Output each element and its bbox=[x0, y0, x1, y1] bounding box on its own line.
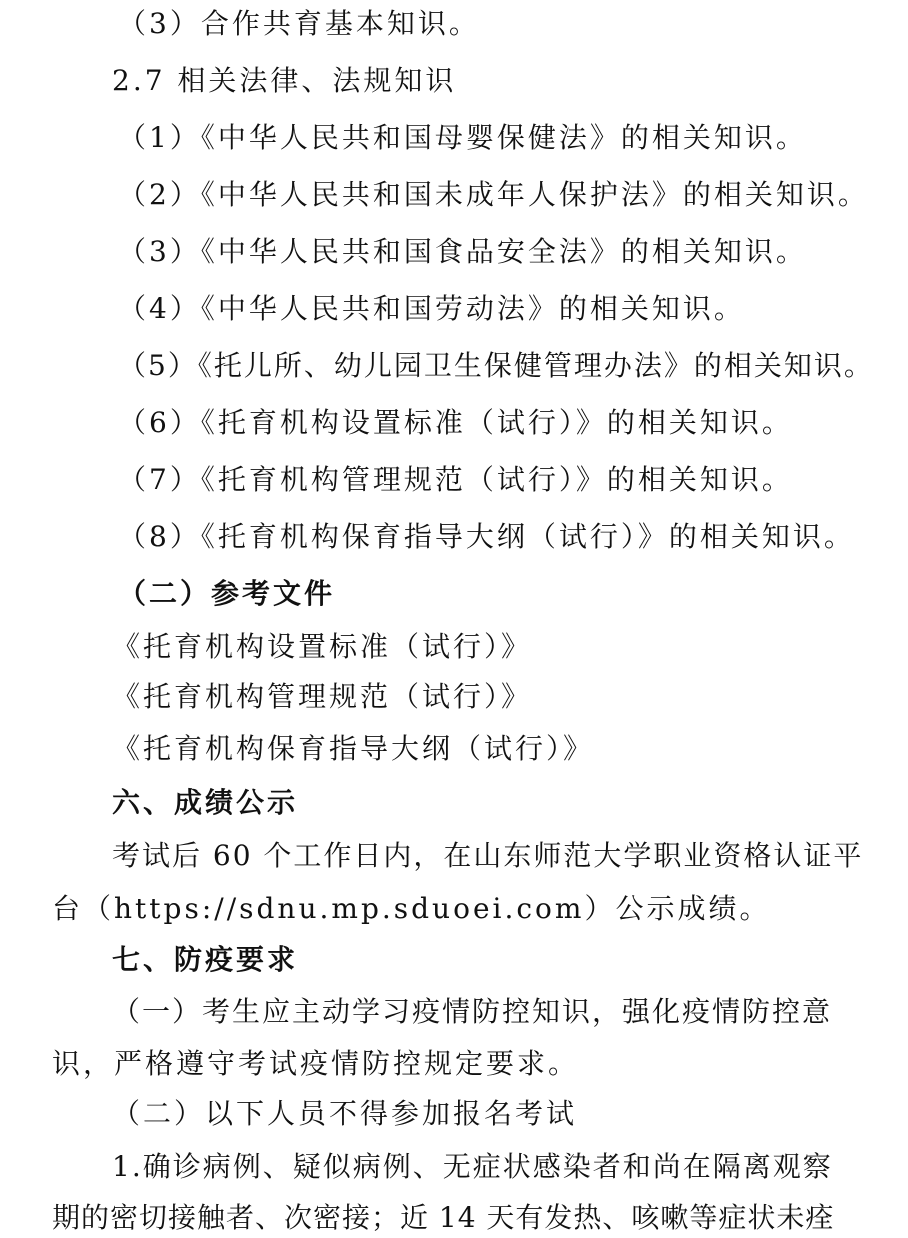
reference-file-2: 《托育机构管理规范（试行）》 bbox=[112, 680, 533, 713]
score-publication-text-line2: 台（https://sdnu.mp.sduoei.com）公示成绩。 bbox=[52, 892, 771, 925]
excluded-persons-item-1-line2: 期的密切接触者、次密接；近 14 天有发热、咳嗽等症状未痊 bbox=[52, 1201, 835, 1234]
law-item-3: （3）《中华人民共和国食品安全法》的相关知识。 bbox=[118, 235, 807, 268]
law-item-7: （7）《托育机构管理规范（试行）》的相关知识。 bbox=[118, 463, 793, 496]
reference-file-3: 《托育机构保育指导大纲（试行）》 bbox=[112, 732, 595, 765]
law-item-1: （1）《中华人民共和国母婴保健法》的相关知识。 bbox=[118, 121, 807, 154]
score-publication-text-line1: 考试后 60 个工作日内，在山东师范大学职业资格认证平 bbox=[112, 839, 864, 872]
law-item-6: （6）《托育机构设置标准（试行）》的相关知识。 bbox=[118, 406, 793, 439]
epidemic-requirement-2-heading: （二）以下人员不得参加报名考试 bbox=[112, 1097, 578, 1130]
excluded-persons-item-1-line1: 1.确诊病例、疑似病例、无症状感染者和尚在隔离观察 bbox=[112, 1150, 833, 1183]
section-six-heading: 六、成绩公示 bbox=[112, 786, 299, 819]
law-item-8: （8）《托育机构保育指导大纲（试行）》的相关知识。 bbox=[118, 520, 855, 553]
section-seven-heading: 七、防疫要求 bbox=[112, 943, 299, 976]
epidemic-requirement-1-line1: （一）考生应主动学习疫情防控知识，强化疫情防控意 bbox=[112, 995, 833, 1028]
law-item-4: （4）《中华人民共和国劳动法》的相关知识。 bbox=[118, 292, 745, 325]
law-item-2: （2）《中华人民共和国未成年人保护法》的相关知识。 bbox=[118, 178, 869, 211]
law-item-5: （5）《托儿所、幼儿园卫生保健管理办法》的相关知识。 bbox=[118, 349, 874, 382]
reference-files-heading: （二）参考文件 bbox=[118, 577, 336, 610]
reference-file-1: 《托育机构设置标准（试行）》 bbox=[112, 630, 533, 663]
epidemic-requirement-1-line2: 识，严格遵守考试疫情防控规定要求。 bbox=[52, 1047, 580, 1080]
section-2-7-heading: 2.7 相关法律、法规知识 bbox=[112, 64, 457, 97]
item-cooperative-parenting: （3）合作共育基本知识。 bbox=[118, 7, 480, 40]
